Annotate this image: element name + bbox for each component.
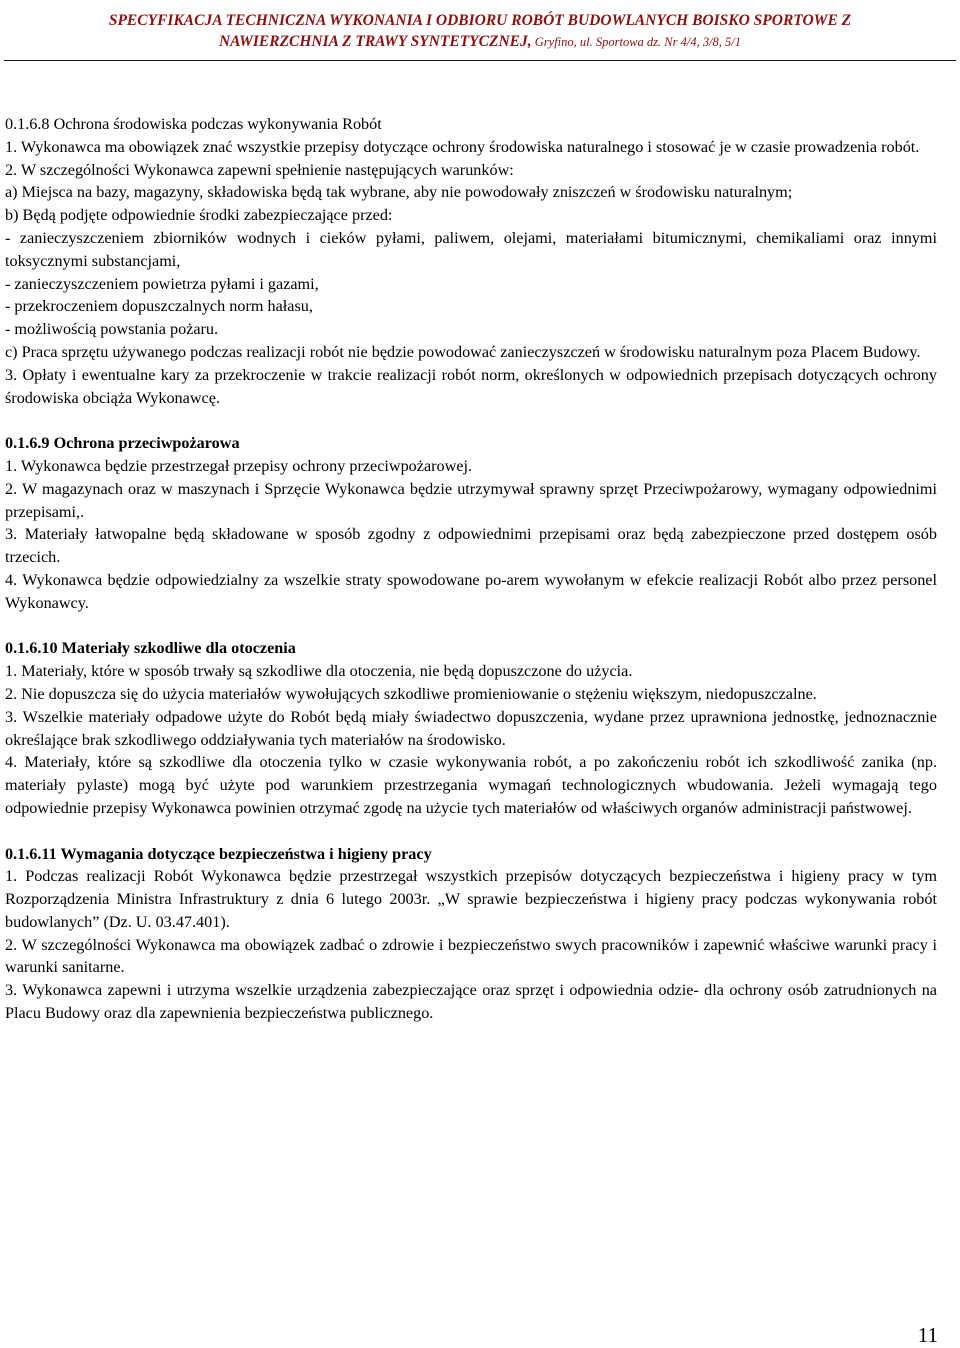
- header-line-2-location: Gryfino, ul. Sportowa dz. Nr 4/4, 3/8, 5/1: [531, 35, 742, 49]
- paragraph: - przekroczeniem dopuszczalnych norm hałasu,: [5, 297, 313, 316]
- paragraph: 2. W szczególności Wykonawca ma obowiązek zadbać o zdrowie i bezpieczeństwo swych pracowników i zapewnić właściwe warunki pracy i warunki sanitarne.: [5, 935, 937, 977]
- page-number: 11: [917, 1323, 938, 1347]
- header-divider: [4, 60, 956, 61]
- paragraph: 4. Wykonawca będzie odpowiedzialny za wszelkie straty spowodowane po-arem wywołanym w efekcie realizacji Robót albo przez personel Wykonawcy.: [5, 570, 937, 612]
- paragraph: 1. Podczas realizacji Robót Wykonawca będzie przestrzegał wszystkich przepisów dotyczących bezpieczeństwa i higieny pracy w tym Rozporządzenia Ministra Infrastruktury z dnia 6 lutego 2003r. „W sprawie bezpieczeństwa i higieny pracy podczas wykonywania robót budowlanych” (Dz. U. 03.47.401).: [5, 867, 937, 931]
- section-title: 0.1.6.9 Ochrona przeciwpożarowa: [5, 434, 240, 453]
- paragraph: - zanieczyszczeniem zbiorników wodnych i cieków pyłami, paliwem, olejami, materiałami bitumicznymi, chemikaliami oraz innymi toksycznymi substancjami,: [5, 228, 937, 270]
- section: [5, 843, 937, 1025]
- header-line-2: [0, 31, 960, 53]
- paragraph: a) Miejsca na bazy, magazyny, składowiska będą tak wybrane, aby nie powodowały zniszczeń w środowisku naturalnym;: [5, 183, 793, 202]
- paragraph: c) Praca sprzętu używanego podczas realizacji robót nie będzie powodować zanieczyszczeń w środowisku naturalnym poza Placem Budowy.: [5, 342, 921, 361]
- paragraph: - zanieczyszczeniem powietrza pyłami i gazami,: [5, 274, 319, 293]
- paragraph: b) Będą podjęte odpowiednie środki zabezpieczające przed:: [5, 206, 393, 225]
- paragraph: 2. W magazynach oraz w maszynach i Sprzęcie Wykonawca będzie utrzymywał sprawny sprzęt Przeciwpożarowy, wymagany odpowiednimi przepisami,.: [5, 479, 937, 521]
- section: [5, 637, 937, 819]
- paragraph: 2. W szczególności Wykonawca zapewni spełnienie następujących warunków:: [5, 160, 514, 179]
- header-line-2-bold: NAWIERZCHNIA Z TRAWY SYNTETYCZNEJ,: [218, 33, 532, 50]
- section-title: 0.1.6.8 Ochrona środowiska podczas wykonywania Robót: [5, 115, 382, 133]
- document-body: [5, 113, 937, 1025]
- running-header: [0, 10, 960, 53]
- paragraph: 1. Wykonawca ma obowiązek znać wszystkie przepisy dotyczące ochrony środowiska naturalnego i stosować je w czasie prowadzenia robót.: [5, 137, 920, 156]
- paragraph: 1. Wykonawca będzie przestrzegał przepisy ochrony przeciwpożarowej.: [5, 456, 473, 475]
- paragraph: 3. Wszelkie materiały odpadowe użyte do Robót będą miały świadectwo dopuszczenia, wydane przez uprawniona jednostkę, jednoznacznie określające brak szkodliwego oddziaływania tych materiałów na środowisko.: [5, 707, 937, 749]
- paragraph: 3. Materiały łatwopalne będą składowane w sposób zgodny z odpowiednimi przepisami oraz będą zabezpieczone przed dostępem osób trzecich.: [5, 525, 937, 567]
- paragraph: 3. Opłaty i ewentualne kary za przekroczenie w trakcie realizacji robót norm, określonych w odpowiednich przepisach dotyczących ochrony środowiska obciąża Wykonawcę.: [5, 365, 937, 407]
- section-title: 0.1.6.10 Materiały szkodliwe dla otoczenia: [5, 639, 296, 658]
- section: [5, 432, 937, 614]
- paragraph: 4. Materiały, które są szkodliwe dla otoczenia tylko w czasie wykonywania robót, a po zakończeniu robót ich szkodliwość zanika (np. materiały pylaste) mogą być użyte pod warunkiem przestrzegania wymagań technologicznych wbudowania. Jeżeli wymagają tego odpowiednie przepisy Wykonawca powinien otrzymać zgodę na użycie tych materiałów od właściwych organów administracji państwowej.: [5, 753, 937, 817]
- section-title: 0.1.6.11 Wymagania dotyczące bezpieczeństwa i higieny pracy: [5, 844, 432, 863]
- section: [5, 113, 937, 409]
- header-line-1: SPECYFIKACJA TECHNICZNA WYKONANIA I ODBIORU ROBÓT BUDOWLANYCH BOISKO SPORTOWE Z: [108, 12, 852, 29]
- paragraph: 3. Wykonawca zapewni i utrzyma wszelkie urządzenia zabezpieczające oraz sprzęt i odpowiednia odzie- dla ochrony osób zatrudnionych na Placu Budowy oraz dla zapewnienia bezpieczeństwa publicznego.: [5, 981, 937, 1023]
- paragraph: 1. Materiały, które w sposób trwały są szkodliwe dla otoczenia, nie będą dopuszczone do użycia.: [5, 662, 633, 681]
- paragraph: - możliwością powstania pożaru.: [5, 320, 219, 339]
- paragraph: 2. Nie dopuszcza się do użycia materiałów wywołujących szkodliwe promieniowanie o stężeniu większym, niedopuszczalne.: [5, 684, 817, 703]
